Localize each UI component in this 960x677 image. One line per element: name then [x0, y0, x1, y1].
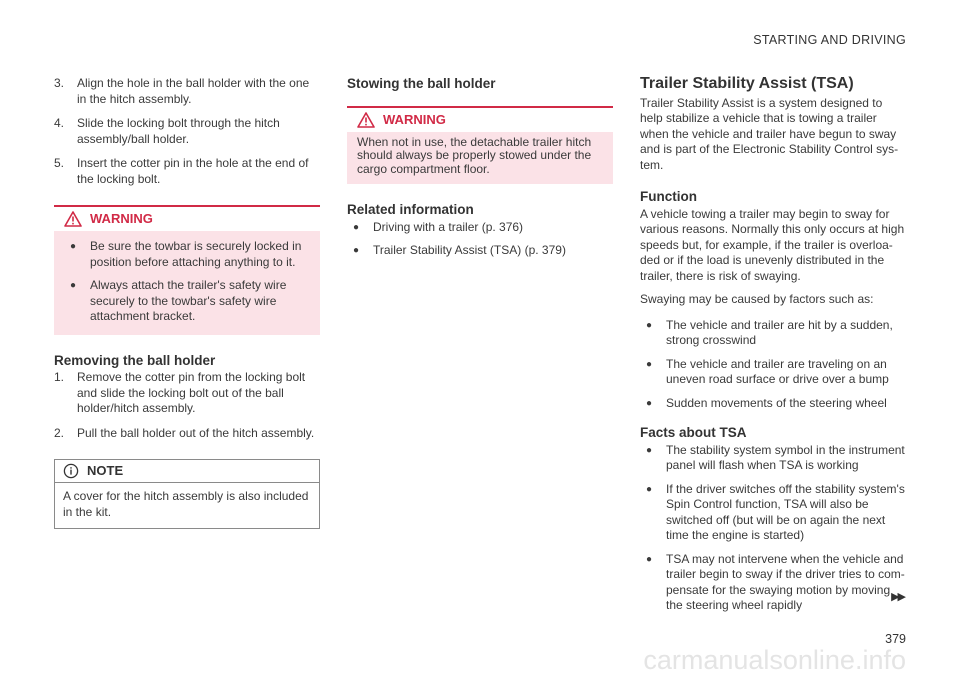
removing-heading: Removing the ball holder: [54, 352, 216, 368]
stowing-heading: Stowing the ball holder: [347, 76, 496, 91]
note-text: A cover for the hitch assembly is also included in the kit.: [63, 489, 309, 519]
related-link-text[interactable]: Driving with a trailer (p. 376): [373, 219, 524, 234]
removing-step-1: [54, 370, 320, 417]
bullet-dot: ●: [646, 358, 653, 370]
step-number: 5.: [54, 156, 65, 170]
bullet-text: The vehicle and trailer are hit by a sudden, strong crosswind: [666, 317, 893, 347]
step-number: 2.: [54, 425, 65, 440]
step-number: 4.: [54, 116, 65, 130]
bullet-text: If the driver switches off the stability system's Spin Control function, TSA will also be switched off (but will be on again the next time the engine is started): [666, 481, 905, 542]
bullet-dot: ●: [353, 245, 360, 256]
page-number: 379: [885, 632, 906, 646]
column-right: [640, 76, 906, 622]
fact-bullet: [640, 443, 906, 474]
step-number: 1.: [54, 370, 65, 384]
step-text: Slide the locking bolt through the hitch assembly/ball holder.: [77, 116, 280, 146]
cause-bullet: [640, 318, 906, 349]
warning-box: [347, 106, 613, 185]
note-box: [54, 459, 320, 529]
column-left: [54, 76, 320, 529]
related-link[interactable]: [347, 220, 613, 236]
related-link-text[interactable]: Trailer Stability Assist (TSA) (p. 379): [373, 243, 566, 257]
warning-title: WARNING: [90, 211, 153, 227]
bullet-text: Always attach the trailer's safety wire securely to the towbar's safety wire attachment bracket.: [90, 278, 287, 323]
step-5: [54, 156, 320, 187]
bullet-text: Sudden movements of the steering wheel: [666, 395, 887, 410]
step-text: Remove the cotter pin from the locking bolt and slide the locking bolt out of the ball holder/hitch assembly.: [77, 370, 306, 415]
continue-arrows-icon: ▶▶: [891, 591, 904, 603]
intro-paragraph: Trailer Stability Assist is a system designed to help stabilize a vehicle that is towing a trailer when the vehicle and trailer have begun to sway and is part of the Electronic Stability Control sys-tem.: [640, 95, 899, 172]
note-header: [55, 460, 319, 483]
bullet-dot: ●: [646, 483, 653, 495]
warning-text: When not in use, the detachable trailer hitch should always be properly stowed under the cargo compartment floor.: [357, 134, 592, 176]
related-link[interactable]: [347, 243, 613, 259]
bullet-dot: ●: [646, 553, 653, 565]
warning-header: [347, 106, 613, 132]
watermark: carmanualsonline.info: [643, 645, 906, 675]
step-3: [54, 76, 320, 107]
step-text: Align the hole in the ball holder with the one in the hitch assembly.: [77, 76, 310, 106]
bullet-dot: ●: [646, 319, 653, 331]
warning-triangle-icon: [357, 112, 375, 128]
section-title: Trailer Stability Assist (TSA): [640, 75, 854, 92]
function-paragraph-2: Swaying may be caused by factors such as:: [640, 292, 874, 306]
function-heading: Function: [640, 189, 697, 204]
function-paragraph: A vehicle towing a trailer may begin to sway for various reasons. Normally this only occurs at high speeds but, for example, if the trailer is overloa-ded or if the load is unevenly distributed in the trailer, there is risk of swaying.: [640, 206, 905, 283]
removing-step-2: [54, 426, 320, 442]
column-middle: [347, 76, 613, 267]
bullet-dot: ●: [646, 397, 653, 409]
step-number: 3.: [54, 76, 65, 90]
warning-triangle-icon: [64, 211, 82, 227]
fact-bullet: [640, 482, 906, 544]
bullet-text: Be sure the towbar is securely locked in position before attaching anything to it.: [90, 239, 302, 269]
info-icon: [63, 463, 79, 479]
bullet-text: TSA may not intervene when the vehicle and trailer begin to sway if the driver tries to com-pensate for the swaying motion by moving the steering wheel rapidly: [666, 551, 905, 612]
warning-header: [54, 205, 320, 231]
bullet-dot: ●: [70, 241, 77, 252]
step-text: Insert the cotter pin in the hole at the end of the locking bolt.: [77, 156, 309, 186]
bullet-dot: ●: [70, 280, 77, 291]
bullet-dot: ●: [646, 444, 653, 456]
step-4: [54, 116, 320, 147]
warning-box: [54, 205, 320, 335]
warning-title: WARNING: [383, 111, 446, 127]
cause-bullet: [640, 357, 906, 388]
step-text: Pull the ball holder out of the hitch assembly.: [77, 425, 315, 440]
warning-bullet: [64, 239, 310, 270]
facts-heading: Facts about TSA: [640, 425, 747, 440]
bullet-text: The vehicle and trailer are traveling on an uneven road surface or drive over a bump: [666, 356, 889, 386]
fact-bullet: [640, 552, 906, 614]
related-heading: Related information: [347, 202, 474, 217]
bullet-dot: ●: [353, 221, 360, 233]
note-title: NOTE: [87, 463, 124, 479]
cause-bullet: [640, 396, 906, 412]
section-header: STARTING AND DRIVING: [753, 33, 906, 47]
bullet-text: The stability system symbol in the instrument panel will flash when TSA is working: [666, 442, 905, 472]
warning-bullet: [64, 278, 310, 325]
